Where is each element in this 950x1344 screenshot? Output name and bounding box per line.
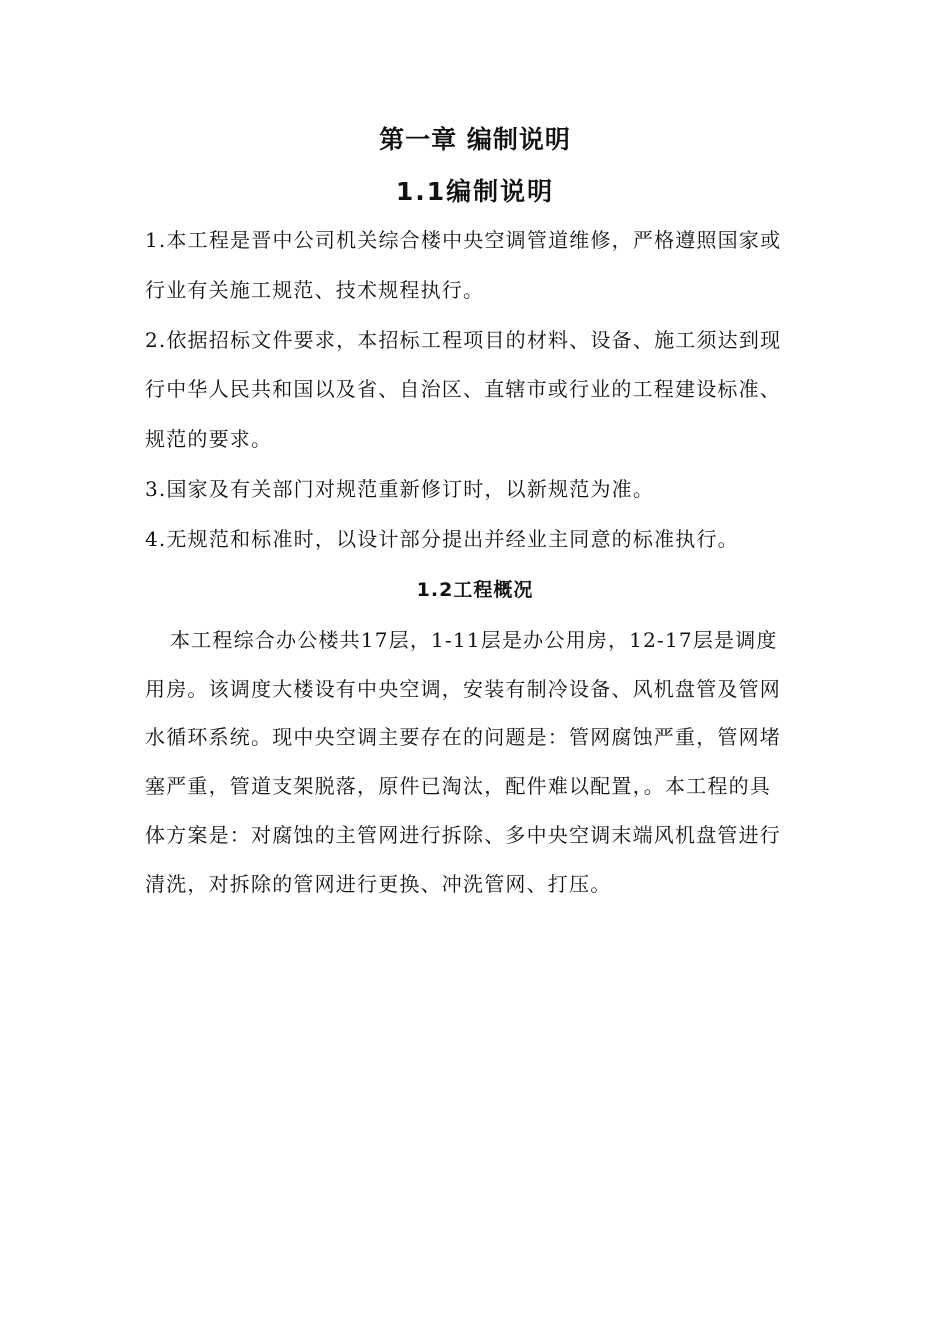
- paragraph-line: 清洗，对拆除的管网进行更换、冲洗管网、打压。: [145, 872, 612, 896]
- paragraph-line: 3.国家及有关部门对规范重新修订时，以新规范为准。: [145, 477, 655, 501]
- paragraph-line: 规范的要求。: [145, 427, 273, 451]
- section-title-compilation-notes: 1.1编制说明: [395, 177, 555, 206]
- paragraph-line: 水循环系统。现中央空调主要存在的问题是：管网腐蚀严重，管网堵: [145, 725, 781, 749]
- paragraph-line: 2.依据招标文件要求，本招标工程项目的材料、设备、施工须达到现: [145, 328, 782, 352]
- section-title-project-overview: 1.2工程概况: [416, 579, 534, 601]
- paragraph-line: 用房。该调度大楼设有中央空调，安装有制冷设备、风机盘管及管网: [145, 677, 781, 701]
- paragraph-line: 体方案是：对腐蚀的主管网进行拆除、多中央空调末端风机盘管进行: [145, 823, 781, 847]
- paragraph-line: 本工程综合办公楼共17层，1-11层是办公用房，12-17层是调度: [170, 628, 778, 652]
- paragraph-line: 行业有关施工规范、技术规程执行。: [145, 278, 485, 302]
- paragraph-line: 1.本工程是晋中公司机关综合楼中央空调管道维修，严格遵照国家或: [145, 228, 782, 252]
- paragraph-line: 行中华人民共和国以及省、自治区、直辖市或行业的工程建设标准、: [145, 377, 781, 401]
- paragraph-line: 4.无规范和标准时，以设计部分提出并经业主同意的标准执行。: [145, 527, 739, 551]
- paragraph-line: 塞严重，管道支架脱落，原件已淘汰，配件难以配置，。本工程的具: [145, 774, 771, 798]
- chapter-title: 第一章 编制说明: [379, 125, 571, 154]
